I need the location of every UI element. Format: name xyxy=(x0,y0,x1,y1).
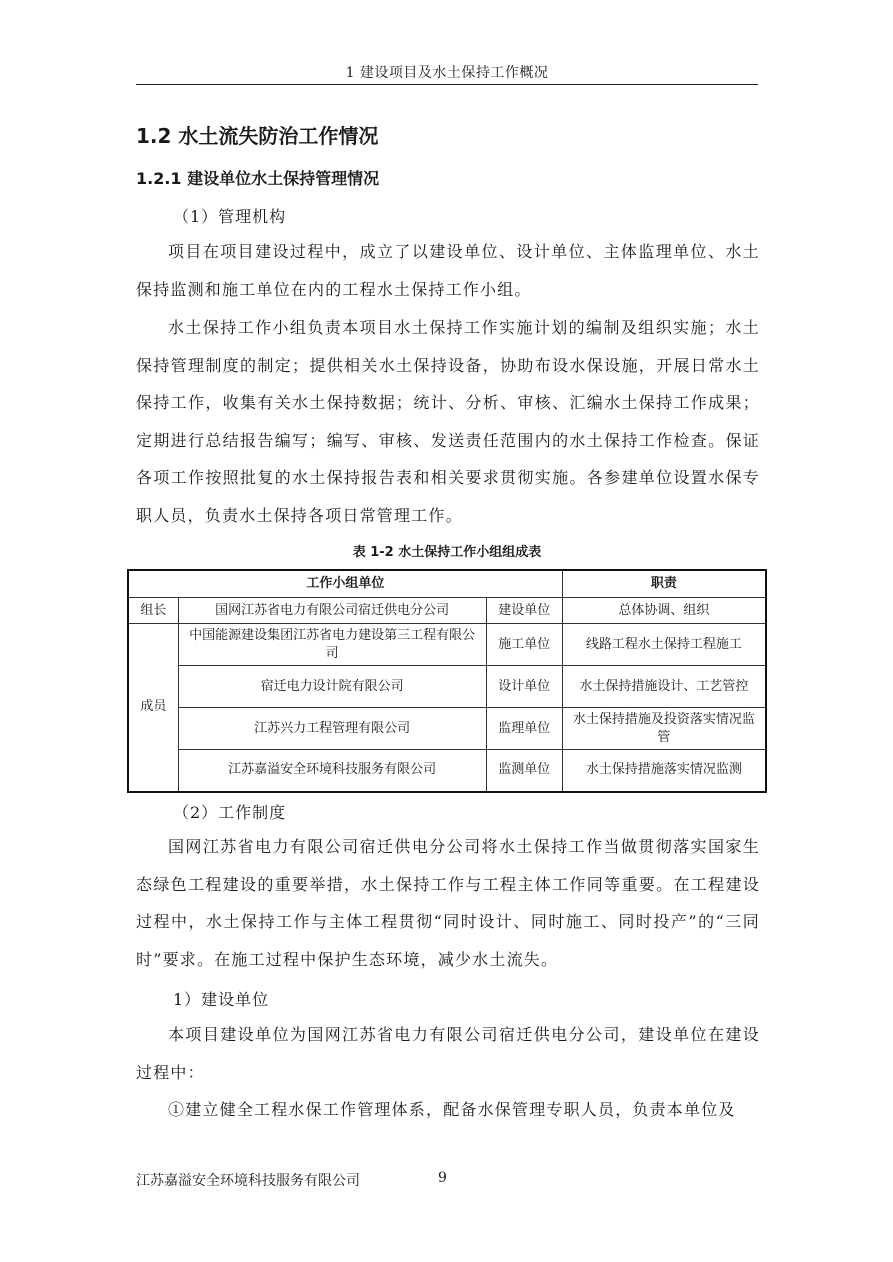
member-type: 监测单位 xyxy=(486,750,562,792)
table-row-member xyxy=(128,666,766,708)
table-row-leader xyxy=(128,598,766,624)
member-org: 江苏嘉溢安全环境科技服务有限公司 xyxy=(178,750,486,792)
header-unit: 工作小组单位 xyxy=(128,570,562,598)
table-header-row xyxy=(128,570,766,598)
member-duty: 水土保持措施落实情况监测 xyxy=(562,750,766,792)
table-row-member xyxy=(128,624,766,666)
paragraph-org-intro: 项目在项目建设过程中，成立了以建设单位、设计单位、主体监理单位、水土保持监测和施工单位在内的工程水土保持工作小组。 xyxy=(136,242,760,299)
header-duty: 职责 xyxy=(562,570,766,598)
leader-org: 国网江苏省电力有限公司宿迁供电分公司 xyxy=(178,598,486,624)
item-management-org: （1）管理机构 xyxy=(173,207,287,226)
table-row-member xyxy=(128,708,766,750)
footer-company: 江苏嘉溢安全环境科技服务有限公司 xyxy=(136,1173,360,1189)
item-construction-unit: 1）建设单位 xyxy=(173,990,270,1009)
member-duty: 线路工程水土保持工程施工 xyxy=(562,624,766,666)
leader-role: 组长 xyxy=(128,598,178,624)
paragraph-work-system: 国网江苏省电力有限公司宿迁供电分公司将水土保持工作当做贯彻落实国家生态绿色工程建设的重要举措，水土保持工作与工程主体工作同等重要。在工程建设过程中，水土保持工作与主体工程贯彻“同时设计、同时施工、同时投产”的“三同时”要求。在施工过程中保护生态环境，减少水土流失。 xyxy=(136,837,760,969)
leader-type: 建设单位 xyxy=(486,598,562,624)
page-number: 9 xyxy=(438,1170,447,1186)
member-type: 施工单位 xyxy=(486,624,562,666)
table-row-member xyxy=(128,750,766,792)
paragraph-construction-unit: 本项目建设单位为国网江苏省电力有限公司宿迁供电分公司，建设单位在建设过程中： xyxy=(136,1025,760,1082)
running-header: 1 建设项目及水土保持工作概况 xyxy=(345,65,549,81)
team-composition-table xyxy=(127,569,767,793)
table-caption: 表 1-2 水土保持工作小组组成表 xyxy=(352,545,542,560)
subsection-heading: 1.2.1 建设单位水土保持管理情况 xyxy=(136,169,380,188)
member-org: 宿迁电力设计院有限公司 xyxy=(178,666,486,708)
member-duty: 水土保持措施及投资落实情况监管 xyxy=(562,708,766,750)
section-heading: 1.2 水土流失防治工作情况 xyxy=(136,124,379,148)
leader-duty: 总体协调、组织 xyxy=(562,598,766,624)
member-org: 江苏兴力工程管理有限公司 xyxy=(178,708,486,750)
paragraph-team-duties: 水土保持工作小组负责本项目水土保持工作实施计划的编制及组织实施；水土保持管理制度的制定；提供相关水土保持设备，协助布设水保设施，开展日常水土保持工作，收集有关水土保持数据；统计、分析、审核、汇编水土保持工作成果；定期进行总结报告编写；编写、审核、发送责任范围内的水土保持工作检查。保证各项工作按照批复的水土保持报告表和相关要求贯彻实施。各参建单位设置水保专职人员，负责水土保持各项日常管理工作。 xyxy=(136,318,760,525)
member-type: 设计单位 xyxy=(486,666,562,708)
member-duty: 水土保持措施设计、工艺管控 xyxy=(562,666,766,708)
member-org: 中国能源建设集团江苏省电力建设第三工程有限公司 xyxy=(178,624,486,666)
paragraph-item-1: ①建立健全工程水保工作管理体系，配备水保管理专职人员，负责本单位及 xyxy=(168,1100,736,1119)
member-type: 监理单位 xyxy=(486,708,562,750)
item-work-system: （2）工作制度 xyxy=(173,803,287,822)
member-label: 成员 xyxy=(128,624,178,792)
header-rule xyxy=(136,84,758,85)
